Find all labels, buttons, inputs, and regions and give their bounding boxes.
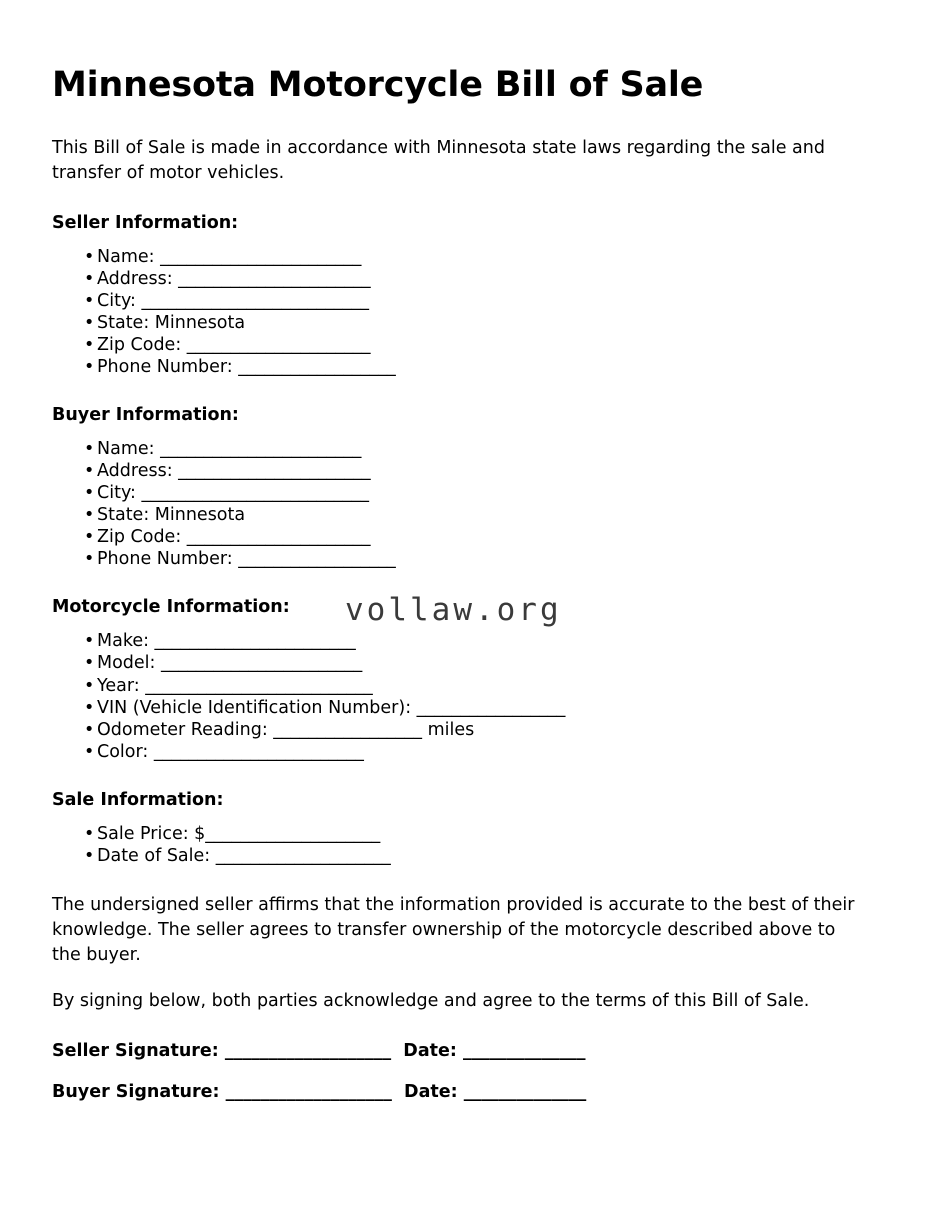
- seller-field-state: • State: Minnesota: [52, 312, 891, 334]
- motorcycle-field-year: • Year: __________________________: [52, 675, 891, 697]
- seller-field-city: • City: __________________________: [52, 290, 891, 312]
- motorcycle-section-heading: Motorcycle Information:: [52, 597, 290, 618]
- seller-fields-list: [52, 246, 891, 378]
- motorcycle-field-model: • Model: _______________________: [52, 652, 891, 674]
- buyer-field-name: • Name: _______________________: [52, 438, 891, 460]
- seller-section-heading: Seller Information:: [52, 212, 239, 233]
- closing-paragraph-affirmation: The undersigned seller affirms that the information provided is accurate to the best of their knowledge. The seller agrees to transfer ownership of the motorcycle described above to the buyer.: [52, 894, 855, 965]
- buyer-field-address: • Address: ______________________: [52, 460, 891, 482]
- sale-section-heading: Sale Information:: [52, 789, 224, 810]
- buyer-field-state: • State: Minnesota: [52, 504, 891, 526]
- closing-paragraph-agreement: By signing below, both parties acknowledge and agree to the terms of this Bill of Sale.: [52, 991, 810, 1012]
- seller-field-name: • Name: _______________________: [52, 246, 891, 268]
- seller-field-address: • Address: ______________________: [52, 268, 891, 290]
- motorcycle-field-vin: • VIN (Vehicle Identification Number): _________________: [52, 697, 891, 719]
- watermark: vollaw.org: [345, 592, 562, 628]
- motorcycle-field-color: • Color: ________________________: [52, 741, 891, 763]
- seller-field-zip-code: • Zip Code: _____________________: [52, 334, 891, 356]
- seller-signature-line: Seller Signature: ___________________ Date: ______________: [52, 1041, 586, 1062]
- motorcycle-field-odometer-reading: • Odometer Reading: _________________ miles: [52, 719, 891, 741]
- buyer-fields-list: [52, 438, 891, 570]
- buyer-field-city: • City: __________________________: [52, 482, 891, 504]
- sale-field-date-of-sale: • Date of Sale: ____________________: [52, 845, 891, 867]
- buyer-section-heading: Buyer Information:: [52, 405, 239, 426]
- page-title: Minnesota Motorcycle Bill of Sale: [52, 65, 704, 105]
- sale-fields-list: [52, 823, 891, 867]
- buyer-signature-line: Buyer Signature: ___________________ Date: ______________: [52, 1082, 587, 1103]
- motorcycle-field-make: • Make: _______________________: [52, 630, 891, 652]
- seller-field-phone-number: • Phone Number: __________________: [52, 356, 891, 378]
- intro-paragraph: This Bill of Sale is made in accordance with Minnesota state laws regarding the sale and transfer of motor vehicles.: [52, 138, 825, 184]
- motorcycle-fields-list: [52, 630, 891, 762]
- sale-field-sale-price: • Sale Price: $____________________: [52, 823, 891, 845]
- buyer-field-zip-code: • Zip Code: _____________________: [52, 526, 891, 548]
- buyer-field-phone-number: • Phone Number: __________________: [52, 548, 891, 570]
